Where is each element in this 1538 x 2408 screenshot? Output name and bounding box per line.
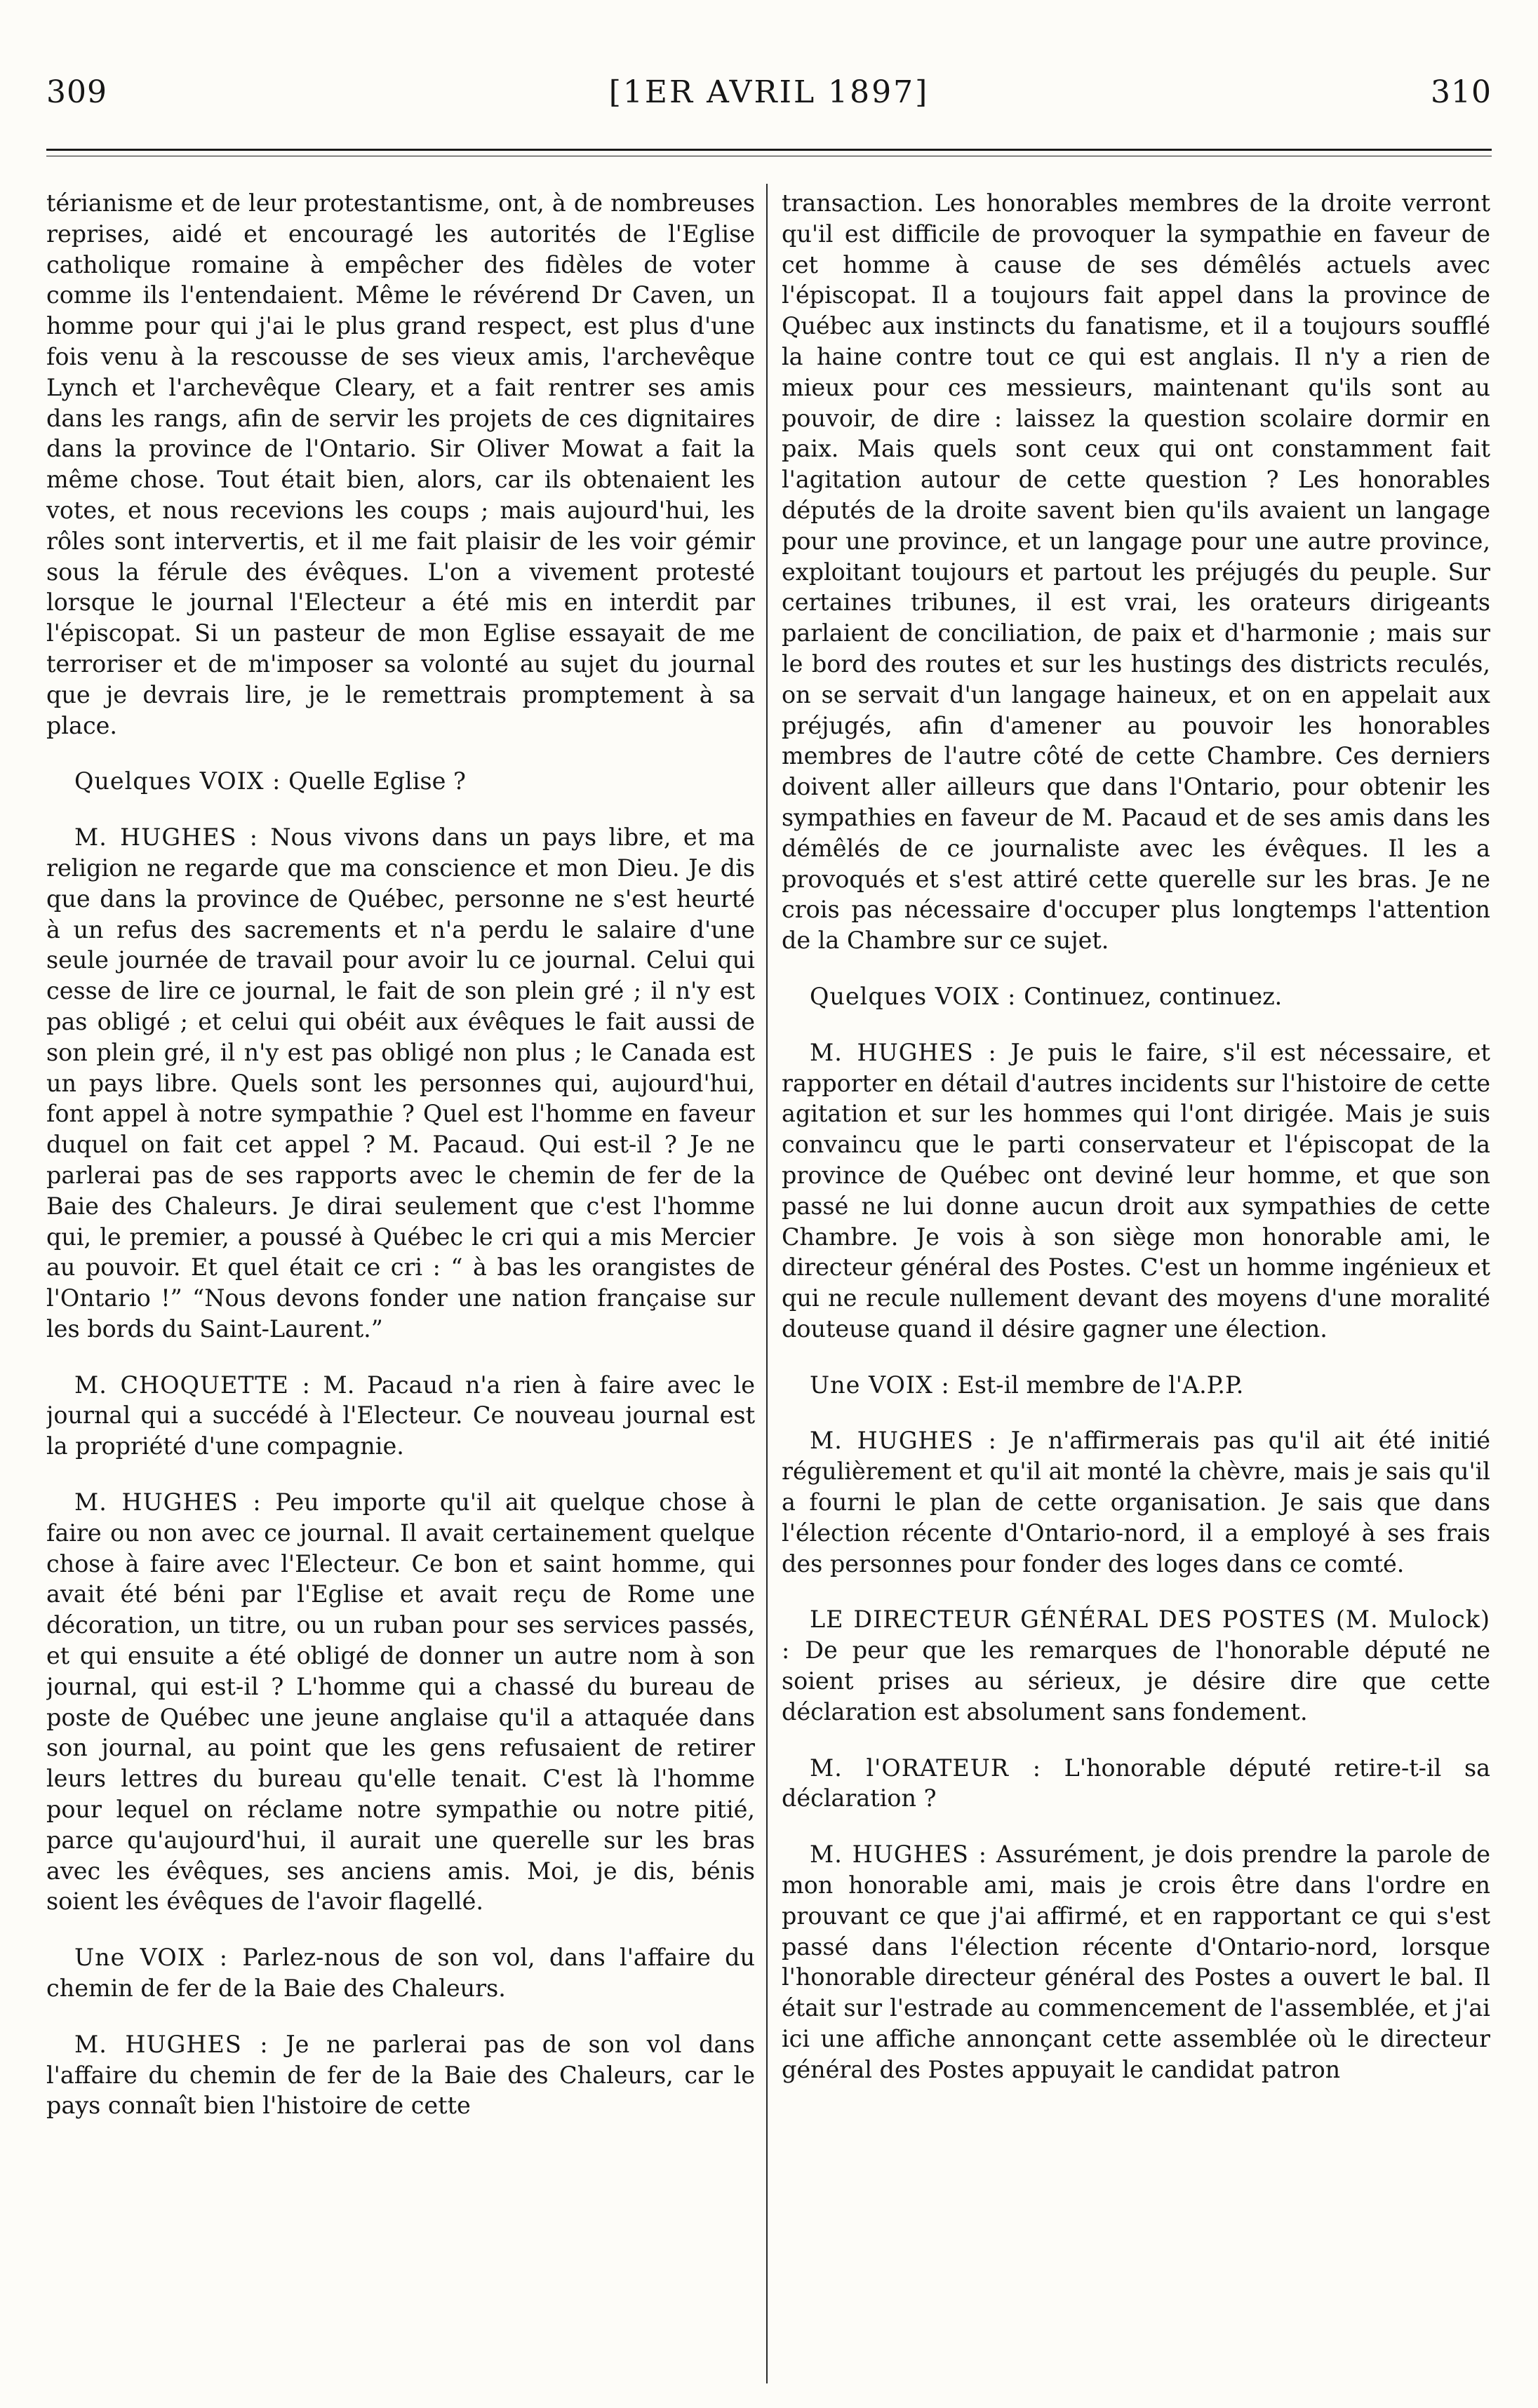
speaker: M. HUGHES : bbox=[810, 1427, 997, 1455]
column-divider bbox=[766, 184, 768, 2383]
right-column bbox=[782, 188, 1490, 2383]
speaker: M. CHOQUETTE : bbox=[74, 1371, 311, 1399]
paragraph: Une VOIX : Est-il membre de l'A.P.P. bbox=[810, 1371, 1244, 1399]
left-column bbox=[46, 188, 755, 2383]
speaker: M. HUGHES : bbox=[74, 1488, 262, 1516]
speaker: M. l'ORATEUR : bbox=[810, 1754, 1041, 1782]
paragraph: M. HUGHES : Nous vivons dans un pays libre, et ma religion ne regarde que ma conscience et mon Dieu. Je dis que dans la province de Québec, personne ne s'est heurté à un refus des sacrements et n'a perdu le salaire d'une seule journée de travail pour avoir lu ce journal. Celui qui cesse de lire ce journal, le fait de son plein gré ; il n'y est pas obligé ; et celui qui obéit aux évêques le fait aussi de son plein gré, il n'y est pas obligé non plus ; le Canada est un pays libre. Quels sont les personnes qui, aujourd'hui, font appel à notre sympathie ? Quel est l'homme en faveur duquel on fait cet appel ? M. Pacaud. Qui est-il ? Je ne parlerai pas de ses rapports avec le chemin de fer de la Baie des Chaleurs. Je dirai seulement que c'est l'homme qui, le premier, a poussé à Québec le cri qui a mis Mercier au pouvoir. Et quel était ce cri : “ à bas les orangistes de l'Ontario !” “Nous devons fonder une nation française sur les bords du Saint-Laurent.” bbox=[46, 823, 755, 1343]
paragraph: M. l'ORATEUR : L'honorable député retire-t-il sa déclaration ? bbox=[782, 1754, 1490, 1812]
paragraph: Une VOIX : Parlez-nous de son vol, dans l'affaire du chemin de fer de la Baie des Chaleurs. bbox=[46, 1944, 755, 2003]
paragraph: M. HUGHES : Assurément, je dois prendre la parole de mon honorable ami, mais je crois être dans l'ordre en prouvant ce que j'ai affirmé, et en rapportant ce qui s'est passé dans l'élection récente d'Ontario-nord, lorsque l'honorable directeur général des Postes a ouvert le bal. Il était sur l'estrade au commencement de l'assemblée, et j'ai ici une affiche annonçant cette assemblée où le directeur général des Postes appuyait le candidat patron bbox=[782, 1841, 1490, 2083]
paragraph: M. HUGHES : Peu importe qu'il ait quelque chose à faire ou non avec ce journal. Il avait certainement quelque chose à faire avec l'Electeur. Ce bon et saint homme, qui avait été béni par l'Eglise et avait reçu de Rome une décoration, un titre, ou un ruban pour ses services passés, et qui ensuite a été obligé de donner un autre nom à son journal, qui est-il ? L'homme qui a chassé du bureau de poste de Québec une jeune anglaise qu'il a attaquée dans son journal, au point que les gens refusaient de retirer leurs lettres du bureau qu'elle tenait. C'est là l'homme pour lequel on réclame notre sympathie ou notre pitié, parce qu'aujourd'hui, il aurait une querelle sur les bras avec les évêques, ses anciens amis. Moi, je dis, bénis soient les évêques de l'avoir flagellé. bbox=[46, 1488, 755, 1916]
speaker: M. HUGHES : bbox=[74, 823, 259, 852]
paragraph: transaction. Les honorables membres de la droite verront qu'il est difficile de provoquer la sympathie en faveur de cet homme à cause de ses démêlés actuels avec l'épiscopat. Il a toujours fait appel dans la province de Québec aux instincts du fanatisme, et il a toujours soufflé la haine contre tout ce qui est anglais. Il n'y a rien de mieux pour ces messieurs, maintenant qu'ils sont au pouvoir, de dire : laissez la question scolaire dormir en paix. Mais quels sont ceux qui ont constamment fait l'agitation autour de cette question ? Les honorables députés de la droite savent bien qu'ils avaient un langage pour une province, et un langage pour une autre province, exploitant toujours et partout les préjugés du peuple. Sur certaines tribunes, il est vrai, les orateurs dirigeants parlaient de conciliation, de paix et d'harmonie ; mais sur le bord des routes et sur les hustings des districts reculés, on se servait d'un langage haineux, et on en appelait aux préjugés, afin d'amener au pouvoir les honorables membres de l'autre côté de cette Chambre. Ces derniers doivent aller ailleurs que dans l'Ontario, pour obtenir les sympathies en faveur de M. Pacaud et de ses amis dans les démêlés de ce journaliste avec les évêques. Il les a provoqués et s'est attiré cette querelle sur les bras. Je ne crois pas nécessaire d'occuper plus longtemps l'attention de la Chambre sur ce sujet. bbox=[782, 189, 1490, 955]
header-rule bbox=[46, 149, 1492, 151]
paragraph: térianisme et de leur protestantisme, ont, à de nombreuses reprises, aidé et encouragé les autorités de l'Eglise catholique romaine à empêcher des fidèles de voter comme ils l'entendaient. Même le révérend Dr Caven, un homme pour qui j'ai le plus grand respect, est plus d'une fois venu à la rescousse de ses vieux amis, l'archevêque Lynch et l'archevêque Cleary, et a fait rentrer ses amis dans les rangs, afin de servir les projets de ces dignitaires dans la province de l'Ontario. Sir Oliver Mowat a fait la même chose. Tout était bien, alors, car ils obtenaient les votes, et nous recevions les coups ; mais aujourd'hui, les rôles sont intervertis, et il me fait plaisir de les voir gémir sous la férule des évêques. L'on a vivement protesté lorsque le journal l'Electeur a été mis en interdit par l'épiscopat. Si un pasteur de mon Eglise essayait de me terroriser et de m'imposer sa volonté au sujet du journal que je devrais lire, je le remettrais promptement à sa place. bbox=[46, 189, 755, 739]
paragraph: LE DIRECTEUR GÉNÉRAL DES POSTES (M. Mulock) : De peur que les remarques de l'honorable député ne soient prises au sérieux, je désire dire que cette déclaration est absolument sans fondement. bbox=[782, 1606, 1490, 1726]
paragraph: M. CHOQUETTE : M. Pacaud n'a rien à faire avec le journal qui a succédé à l'Electeur. Ce nouveau journal est la propriété d'une compagnie. bbox=[46, 1371, 755, 1460]
speaker: Une VOIX : bbox=[74, 1944, 229, 1972]
paragraph: Quelques VOIX : Quelle Eglise ? bbox=[74, 767, 466, 795]
page-number-left: 309 bbox=[46, 74, 107, 110]
paragraph: Quelques VOIX : Continuez, continuez. bbox=[810, 982, 1283, 1010]
page-header bbox=[46, 67, 1492, 116]
page-number-right: 310 bbox=[1431, 74, 1492, 110]
speaker: M. HUGHES : bbox=[810, 1038, 997, 1066]
speaker: Quelques VOIX : bbox=[810, 982, 1017, 1010]
speaker: Quelques VOIX : bbox=[74, 767, 281, 795]
speaker: Une VOIX : bbox=[810, 1371, 950, 1399]
speaker: M. HUGHES : bbox=[74, 2030, 269, 2058]
session-date: [1ER AVRIL 1897] bbox=[608, 74, 930, 110]
paragraph: M. HUGHES : Je n'affirmerais pas qu'il ait été initié régulièrement et qu'il ait monté la chèvre, mais je sais qu'il a fourni le plan de cette organisation. Je sais que dans l'élection récente d'Ontario-nord, il a employé à ses frais des personnes pour fonder des loges dans ce comté. bbox=[782, 1427, 1490, 1578]
speaker: M. HUGHES : bbox=[810, 1841, 988, 1869]
paragraph: M. HUGHES : Je puis le faire, s'il est nécessaire, et rapporter en détail d'autres incidents sur l'histoire de cette agitation et sur les hommes qui l'ont dirigée. Mais je suis convaincu que le parti conservateur et l'épiscopat de la province de Québec ont deviné leur homme, et que son passé ne lui donne aucun droit aux sympathies de cette Chambre. Je vois à son siège mon honorable ami, le directeur général des Postes. C'est un homme ingénieux et qui ne recule nullement devant des moyens d'une moralité douteuse quand il désire gagner une élection. bbox=[782, 1038, 1490, 1343]
paragraph: M. HUGHES : Je ne parlerai pas de son vol dans l'affaire du chemin de fer de la Baie des Chaleurs, car le pays connaît bien l'histoire de cette bbox=[46, 2030, 755, 2120]
speaker: LE DIRECTEUR GÉNÉRAL DES POSTES (M. Mulock) : bbox=[782, 1606, 1490, 1664]
